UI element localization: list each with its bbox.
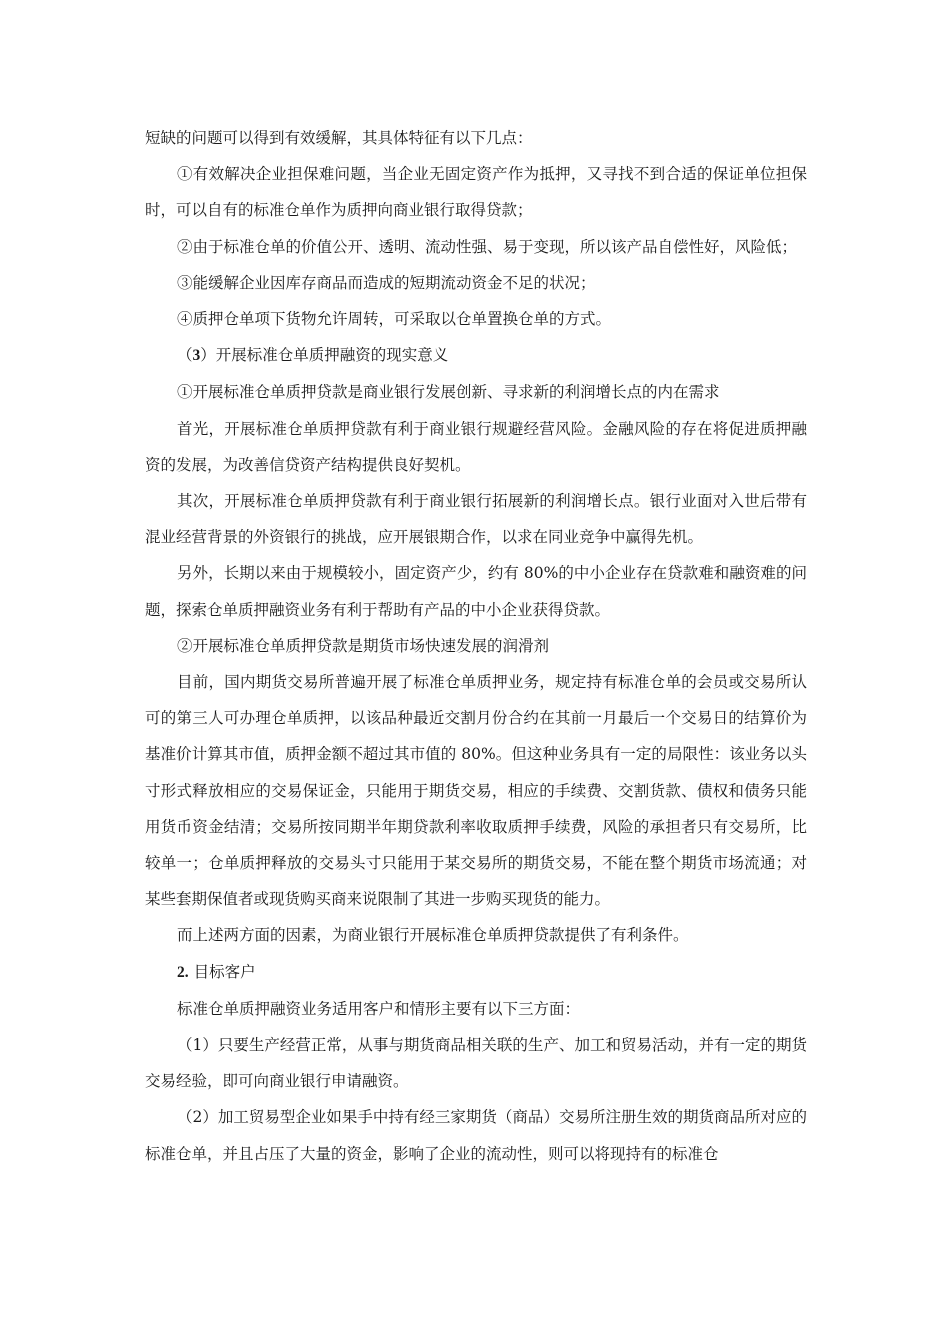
paragraph: ③能缓解企业因库存商品而造成的短期流动资金不足的状况； [177, 273, 596, 292]
paragraph: ①有效解决企业担保难问题，当企业无固定资产作为抵押，又寻找不到合适的保证单位担保时，可以自有的标准仓单作为质押向商业银行取得贷款； [145, 165, 807, 220]
paragraph: 标准仓单质押融资业务适用客户和情形主要有以下三方面： [177, 999, 581, 1018]
paragraph: 其次，开展标准仓单质押贷款有利于商业银行拓展新的利润增长点。银行业面对入世后带有混业经营背景的外资银行的挑战，应开展银期合作，以求在同业竞争中赢得先机。 [145, 492, 807, 547]
section-number: 3 [192, 347, 201, 365]
section-heading: 2. 目标客户 [177, 962, 256, 981]
paragraph: ④质押仓单项下货物允许周转，可采取以仓单置换仓单的方式。 [177, 310, 612, 329]
paragraph: （2）加工贸易型企业如果手中持有经三家期货（商品）交易所注册生效的期货商品所对应的标准仓单，并且占压了大量的资金，影响了企业的流动性，则可以将现持有的标准仓 [145, 1108, 807, 1163]
section-heading-text: 开展标准仓单质押融资的现实意义 [215, 346, 449, 365]
paragraph: 短缺的问题可以得到有效缓解，其具体特征有以下几点： [145, 129, 533, 147]
paragraph: ②由于标准仓单的价值公开、透明、流动性强、易于变现，所以该产品自偿性好，风险低； [177, 237, 798, 256]
document-body [145, 120, 807, 1172]
paragraph: 另外，长期以来由于规模较小，固定资产少，约有 80%的中小企业存在贷款难和融资难的问题，探索仓单质押融资业务有利于帮助有产品的中小企业获得贷款。 [145, 564, 807, 619]
section-heading-text: 目标客户 [193, 962, 256, 981]
section-number: 2 [177, 963, 185, 981]
paragraph: （1）只要生产经营正常，从事与期货商品相关联的生产、加工和贸易活动，并有一定的期货交易经验，即可向商业银行申请融资。 [145, 1036, 807, 1091]
paragraph: 首光，开展标准仓单质押贷款有利于商业银行规避经营风险。金融风险的存在将促进质押融资的发展，为改善信贷资产结构提供良好契机。 [145, 419, 807, 474]
section-heading: （3）开展标准仓单质押融资的现实意义 [177, 346, 449, 365]
paragraph: 目前，国内期货交易所普遍开展了标准仓单质押业务，规定持有标准仓单的会员或交易所认可的第三人可办理仓单质押，以该品种最近交割月份合约在其前一月最后一个交易日的结算价为基准价计算其市值，质押金额不超过其市值的 80%。但这种业务具有一定的局限性：该业务以头寸形式释放相应的交易保证金，只能用于期货交易，相应的手续费、交割货款、债权和债务只能用货币资金结清；交易所按同期半年期贷款利率收取质押手续费，风险的承担者只有交易所，比较单一；仓单质押释放的交易头寸只能用于某交易所的期货交易，不能在整个期货市场流通；对某些套期保值者或现货购买商来说限制了其进一步购买现货的能力。 [145, 673, 807, 909]
paragraph: ②开展标准仓单质押贷款是期货市场快速发展的润滑剂 [177, 636, 550, 655]
paragraph: ①开展标准仓单质押贷款是商业银行发展创新、寻求新的利润增长点的内在需求 [177, 383, 720, 402]
paragraph: 而上述两方面的因素，为商业银行开展标准仓单质押贷款提供了有利条件。 [177, 926, 689, 945]
